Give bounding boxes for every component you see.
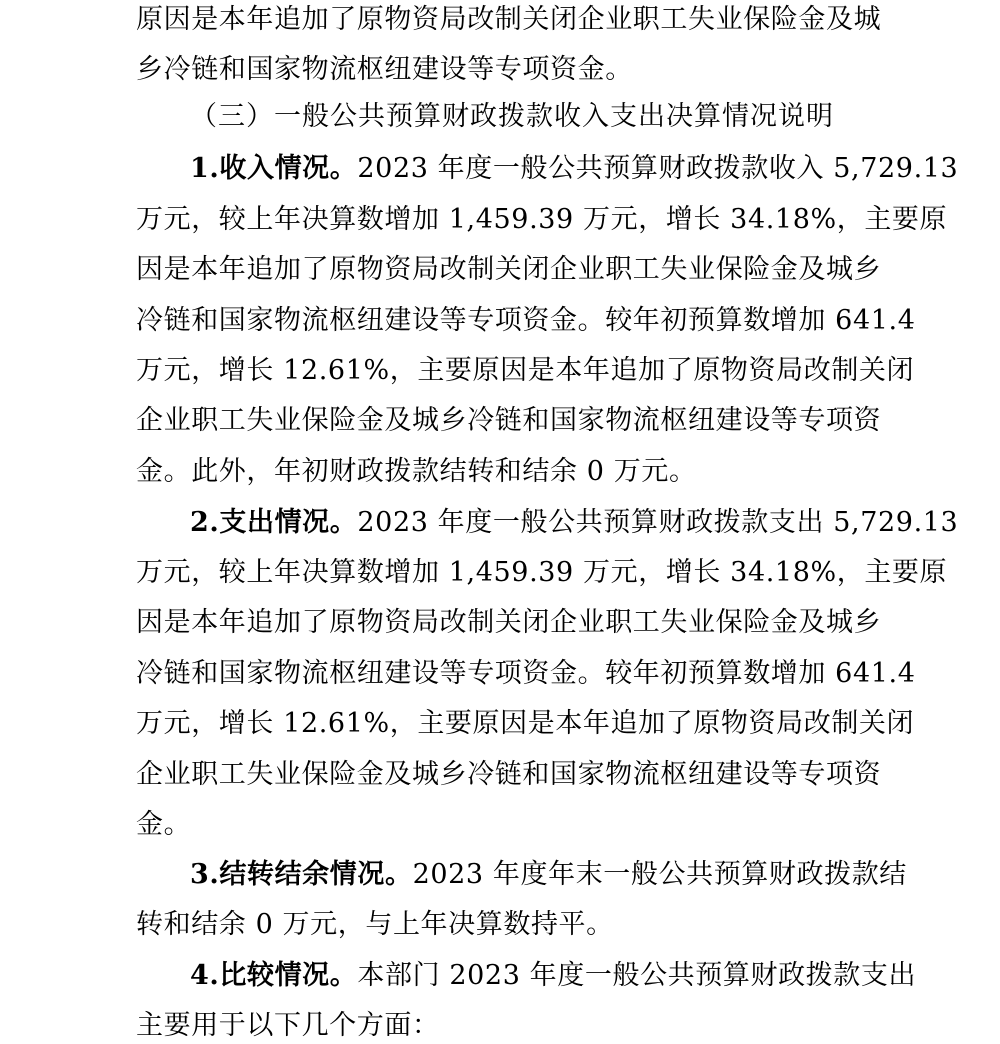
- income-label: 1.收入情况。: [190, 153, 358, 184]
- paragraph-line: 金。: [136, 809, 192, 840]
- paragraph-line: 转和结余 0 万元，与上年决算数持平。: [136, 909, 614, 940]
- paragraph-line: 冷链和国家物流枢纽建设等专项资金。较年初预算数增加 641.4: [136, 305, 916, 336]
- income-paragraph-first-line: [190, 151, 959, 187]
- paragraph-line: 因是本年追加了原物资局改制关闭企业职工失业保险金及城乡: [136, 254, 882, 285]
- comparison-label: 4.比较情况。: [190, 960, 358, 991]
- paragraph-line: 企业职工失业保险金及城乡冷链和国家物流枢纽建设等专项资: [136, 759, 882, 790]
- paragraph-line: 主要用于以下几个方面：: [136, 1010, 440, 1041]
- carryover-label: 3.结转结余情况。: [190, 859, 413, 890]
- carryover-text: 2023 年度年末一般公共预算财政拨款结: [412, 859, 907, 890]
- expense-label: 2.支出情况。: [190, 507, 358, 538]
- paragraph-line: 万元，增长 12.61%，主要原因是本年追加了原物资局改制关闭: [136, 708, 915, 739]
- comparison-paragraph-first-line: [190, 958, 917, 994]
- paragraph-line: 冷链和国家物流枢纽建设等专项资金。较年初预算数增加 641.4: [136, 658, 916, 689]
- carryover-paragraph-first-line: [190, 857, 907, 893]
- expense-paragraph-first-line: [190, 505, 959, 541]
- paragraph-line: 万元，增长 12.61%，主要原因是本年追加了原物资局改制关闭: [136, 355, 915, 386]
- paragraph-line: 因是本年追加了原物资局改制关闭企业职工失业保险金及城乡: [136, 607, 882, 638]
- comparison-text: 本部门 2023 年度一般公共预算财政拨款支出: [357, 960, 917, 991]
- paragraph-line: 企业职工失业保险金及城乡冷链和国家物流枢纽建设等专项资: [136, 405, 882, 436]
- paragraph-line: 万元，较上年决算数增加 1,459.39 万元，增长 34.18%，主要原: [136, 557, 948, 588]
- section-heading: （三）一般公共预算财政拨款收入支出决算情况说明: [190, 101, 834, 132]
- paragraph-line: 乡冷链和国家物流枢纽建设等专项资金。: [136, 54, 633, 85]
- income-text: 2023 年度一般公共预算财政拨款收入 5,729.13: [357, 153, 959, 184]
- expense-text: 2023 年度一般公共预算财政拨款支出 5,729.13: [357, 507, 959, 538]
- paragraph-line: 原因是本年追加了原物资局改制关闭企业职工失业保险金及城: [136, 4, 882, 35]
- paragraph-line: 万元，较上年决算数增加 1,459.39 万元，增长 34.18%，主要原: [136, 204, 948, 235]
- paragraph-line: 金。此外，年初财政拨款结转和结余 0 万元。: [136, 456, 697, 487]
